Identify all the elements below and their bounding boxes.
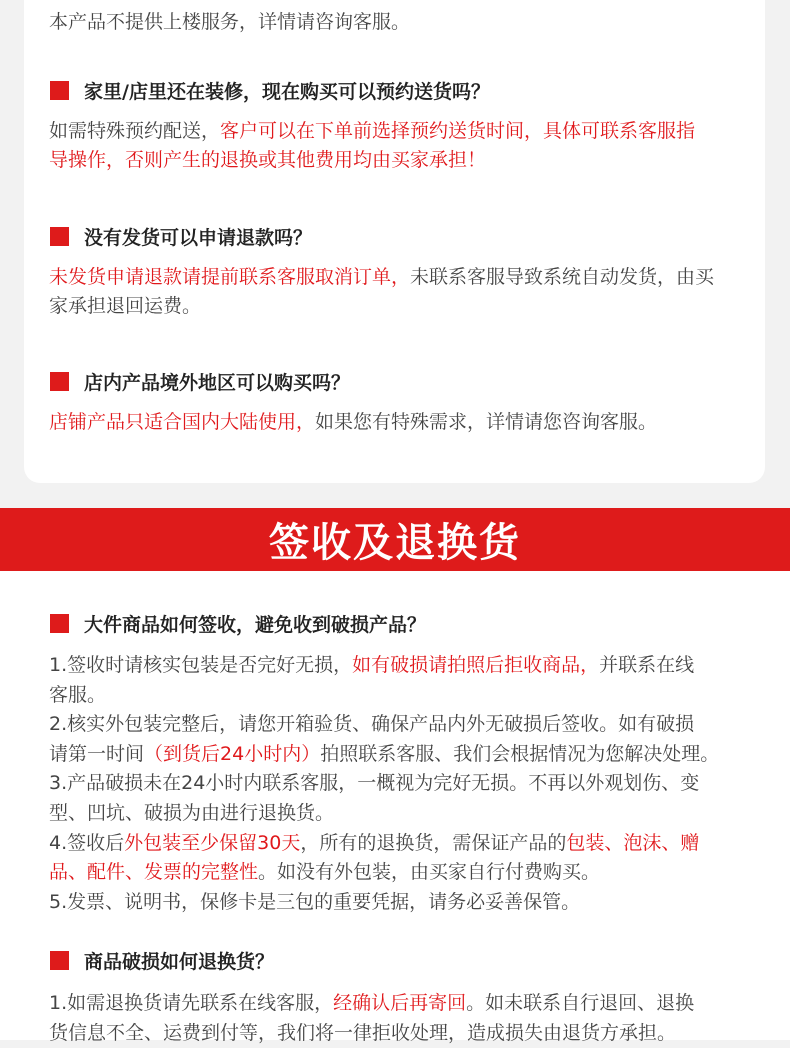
answer-highlight: 客户可以在下单前选择预约送货时间，具体可联系客服指	[220, 120, 696, 142]
answer-text: 货信息不全、运费到付等，我们将一律拒收处理，造成损失由退货方承担。	[49, 1022, 677, 1044]
answer-highlight: 包装、泡沫、赠	[566, 831, 700, 854]
answer-text: 如果您有特殊需求，详情请您咨询客服。	[315, 411, 658, 433]
question-text: 店内产品境外地区可以购买吗？	[84, 372, 351, 394]
intro-text: 本产品不提供上楼服务，详情请咨询客服。	[49, 11, 411, 33]
sign-question	[50, 610, 426, 637]
question-text: 大件商品如何签收，避免收到破损产品？	[84, 614, 427, 636]
faq-answer-renovation	[49, 117, 749, 175]
answer-text: 1.如需退换货请先联系在线客服，	[49, 992, 334, 1014]
red-square-bullet	[50, 951, 69, 970]
answer-text: 4.签收后	[49, 831, 125, 854]
question-text: 没有发货可以申请退款吗？	[84, 227, 313, 249]
faq-question-overseas	[50, 368, 350, 395]
red-square-bullet	[50, 81, 69, 100]
sign-answer	[49, 651, 749, 917]
answer-text: 5.发票、说明书，保修卡是三包的重要凭据，请务必妥善保管。	[49, 890, 581, 913]
section-banner	[0, 508, 790, 571]
red-square-bullet	[50, 372, 69, 391]
question-text: 家里/店里还在装修，现在购买可以预约送货吗？	[84, 81, 490, 103]
answer-text: ，所有的退换货，需保证产品的	[300, 831, 567, 854]
answer-text: 拍照联系客服、我们会根据情况为您解决处理。	[320, 742, 720, 765]
answer-text: 如需特殊预约配送，	[49, 120, 221, 142]
answer-text: 客服。	[49, 683, 107, 706]
answer-highlight: 如有破损请拍照后拒收商品，	[352, 654, 600, 676]
answer-text: 型、凹坑、破损为由进行退换货。	[49, 801, 335, 824]
answer-text: 。如未联系自行退回、退换	[466, 992, 695, 1014]
answer-highlight: 经确认后再寄回	[333, 992, 467, 1014]
faq-question-renovation	[50, 77, 490, 104]
answer-text: 并联系在线	[599, 654, 695, 676]
faq-question-refund	[50, 223, 312, 250]
faq-answer-overseas	[49, 408, 749, 437]
question-text: 商品破损如何退换货？	[84, 951, 275, 973]
answer-highlight: 店铺产品只适合国内大陆使用，	[49, 411, 316, 433]
answer-highlight: （到货后24小时内）	[144, 742, 321, 765]
answer-text: 家承担退回运费。	[49, 295, 202, 317]
answer-text: 2.核实外包装完整后，请您开箱验货、确保产品内外无破损后签收。如有破损	[49, 713, 695, 736]
answer-text: 请第一时间	[49, 742, 145, 765]
answer-highlight: 外包装至少保留30天	[124, 831, 301, 854]
faq-answer-refund	[49, 263, 749, 321]
red-square-bullet	[50, 614, 69, 633]
answer-highlight: 未发货申请退款请提前联系客服取消订单，	[49, 266, 411, 288]
answer-text: 1.签收时请核实包装是否完好无损，	[49, 654, 353, 676]
damage-question	[50, 947, 274, 974]
answer-text: 未联系客服导致系统自动发货，由买	[410, 266, 715, 288]
answer-text: 。如没有外包装，由买家自行付费购买。	[258, 861, 601, 884]
answer-highlight: 品、配件、发票的完整性	[49, 861, 259, 884]
damage-answer	[49, 988, 749, 1048]
section-title: 签收及退换货	[269, 520, 521, 566]
answer-highlight: 导操作，否则产生的退换或其他费用均由买家承担！	[49, 149, 487, 171]
red-square-bullet	[50, 227, 69, 246]
answer-text: 3.产品破损未在24小时内联系客服，一概视为完好无损。不再以外观划伤、变	[49, 772, 700, 795]
